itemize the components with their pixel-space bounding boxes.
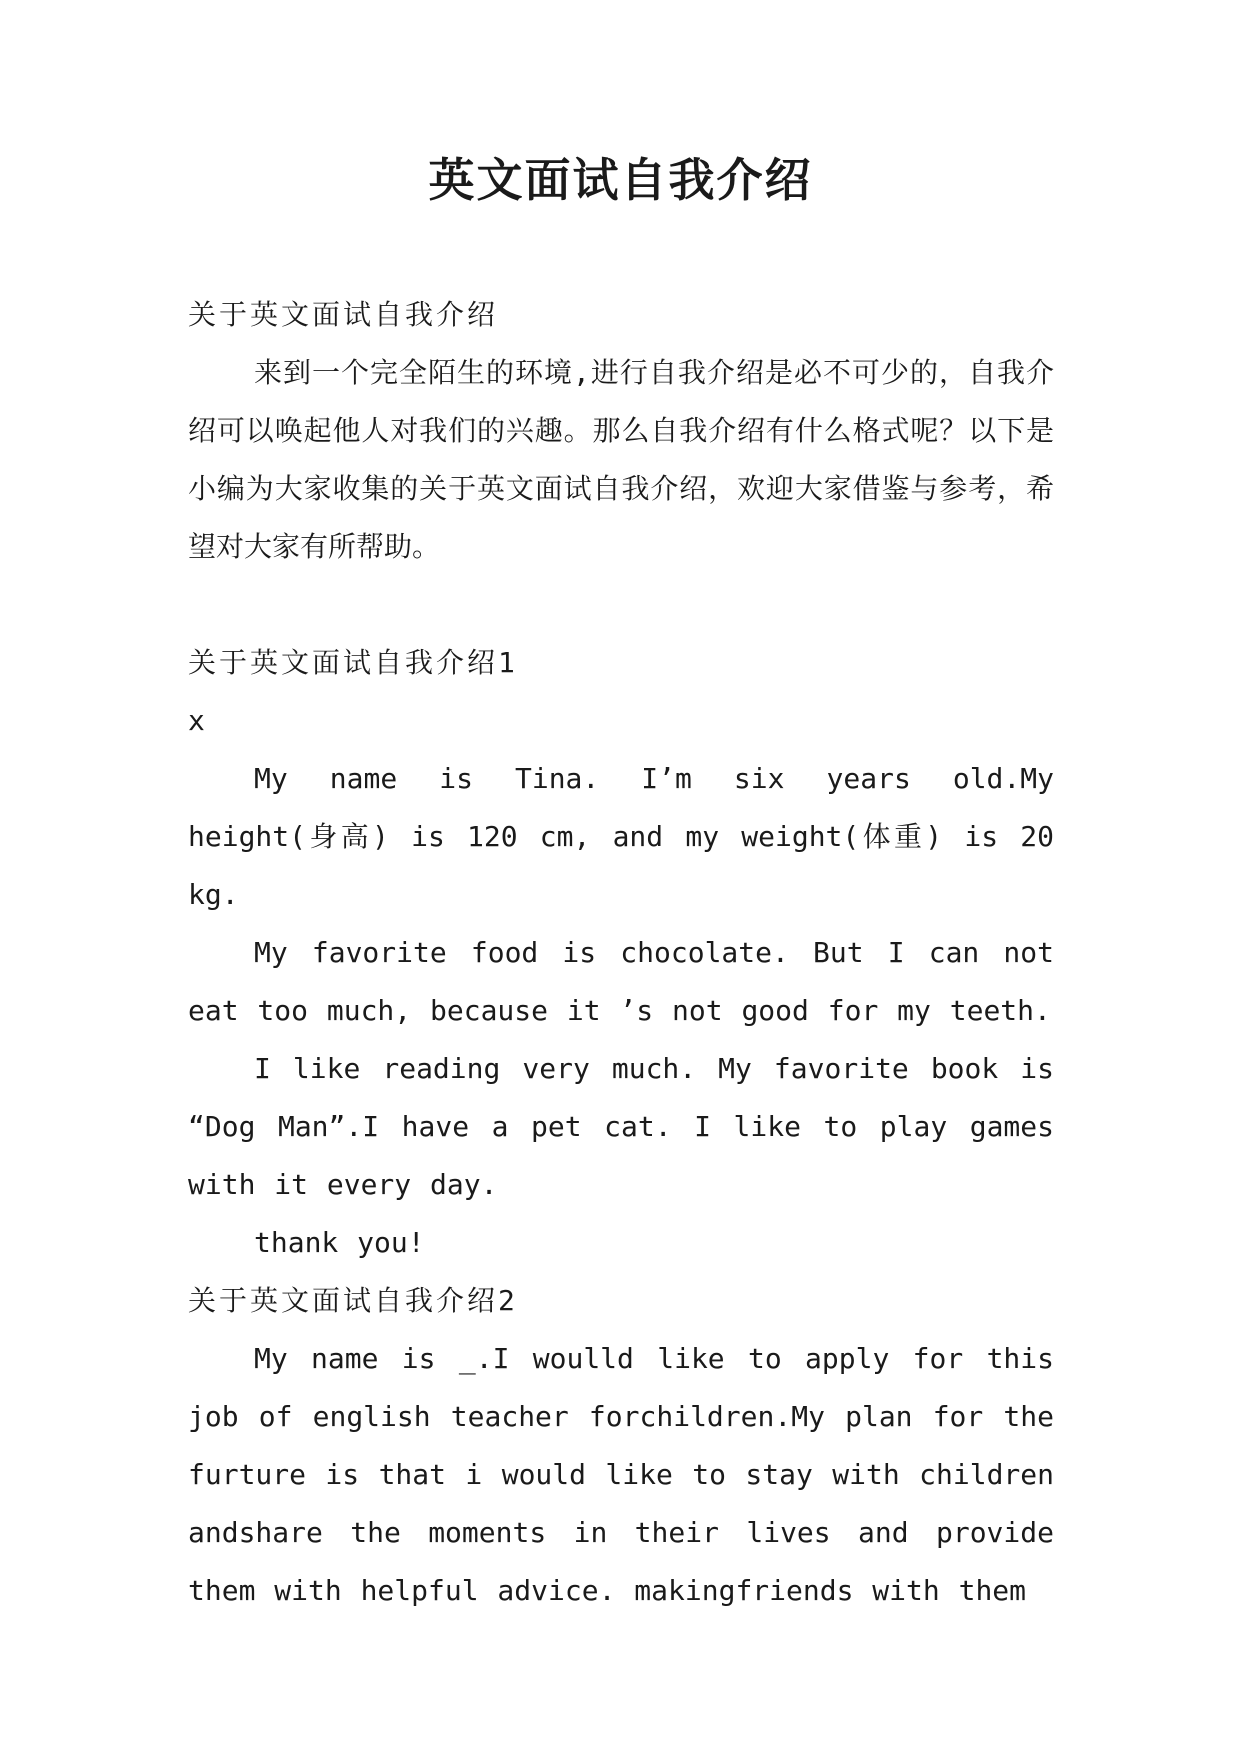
- document-title: 英文面试自我介绍: [428, 153, 813, 207]
- document-subtitle: 关于英文面试自我介绍: [188, 298, 499, 331]
- intro-paragraph: 来到一个完全陌生的环境,进行自我介绍是必不可少的，自我介绍可以唤起他人对我们的兴趣。那么自我介绍有什么格式呢？以下是小编为大家收集的关于英文面试自我介绍，欢迎大家借鉴与参考，希望对大家有所帮助。: [188, 356, 1054, 563]
- section-1-paragraph: My name is Tina. I’m six years old.My height(身高) is 120 cm, and my weight(体重) is 20 kg.: [188, 762, 1054, 911]
- section-1-paragraph: I like reading very much. My favorite book is “Dog Man”.I have a pet cat. I like to play games with it every day.: [188, 1052, 1054, 1201]
- section-2-paragraph: My name is _.I woulld like to apply for this job of english teacher forchildren.My plan for the furture is that i would like to stay with children andshare the moments in their lives and provide them with helpful advice. makingfriends with them: [188, 1342, 1054, 1607]
- section-1-paragraph: thank you!: [254, 1226, 425, 1259]
- section-1-paragraph: My favorite food is chocolate. But I can not eat too much, because it ’s not good for my teeth.: [188, 936, 1054, 1027]
- section-1-marker: x: [188, 704, 205, 737]
- section-1-heading: 关于英文面试自我介绍1: [188, 646, 518, 679]
- document-body: [188, 286, 1054, 1620]
- section-2-heading: 关于英文面试自我介绍2: [188, 1284, 518, 1317]
